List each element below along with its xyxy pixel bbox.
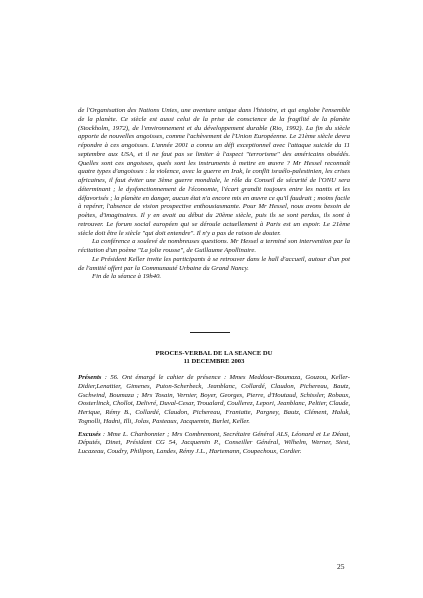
- section-divider: [190, 332, 230, 333]
- minutes-title-line: PROCES-VERBAL DE LA SEANCE DU: [155, 350, 273, 357]
- minutes-title: [78, 350, 350, 366]
- present-text: : 56. Ont émargé le cahier de présence : Mmes Meddour-Boumaza, Gouzou, Keller-Didier,Lenattier, Gimenes, Puton-Scherbeck, Jeanblanc, Collardé, Claudon, Pichereau, Bautz, Gschwind, Boumaza ; Mrs Tosain, Vernier, Boyer, Georges, Pierre, d'Houtaud, Schissler, Robaux, Oosterlinck, Chollot, Delivré, Duval-Cesar, Troualard, Coullerez, Lepori, Jeanblanc, Peltier, Claude, Herique, Rémy B., Collardé, Claudon, Pichereau, Franiatte, Pargney, Bautz, Clément, Haluk, Tognolli, Hadni, Illi, Jolas, Pasteaux, Jacquemin, Burlet, Keller.: [78, 374, 350, 425]
- excused-label: Excusés: [78, 430, 101, 438]
- body-paragraph: de l'Organisation des Nations Unies, une aventure unique dans l'histoire, et qui englobe l'ensemble de la planète. Ce siècle est aussi celui de la prise de conscience de la fragilité de la planète (Stockholm, 1972), de l'environnement et du développement durable (Rio, 1992). La fin du siècle apporte de nouvelles angoisses, comme l'achèvement de l'Union Européenne. Le 21ème siècle devra répondre à ces angoisses. L'année 2001 a connu un défi exceptionnel avec l'attaque suicide du 11 septembre aux USA, et il ne faut pas se limiter à l'aspect "terrorisme" des américains obsédés. Quelles sont ces angoisses, quels sont les instruments à mettre en œuvre ? Mr Hessel reconnaît quatre types d'angoisses : la violence, avec la guerre en Irak, le conflit israélo-palestinien, les crises africaines, il faut éviter une 3ème guerre mondiale, le rôle du Conseil de sécurité de l'ONU sera déterminant ; le dysfonctionnement de l'économie, l'écart grandit toujours entre les nantis et les défavorisés ; la planète en danger, aucun état n'a encore mis en œuvre ce qu'il faudrait ; moins facile à repérer, l'absence de vision prospective enthousiasmante. Pour Mr Hessel, nous avons besoin de poètes, d'imaginaires. Il y en avait au début du 20ème siècle, puis ils se sont perdus, ils sont à retrouver. Le forum social européen qui se déroule actuellement à Paris est un espoir. Le 21ème siècle doit être le siècle "qui doit entendre". Il n'y a pas de raison de douter.: [78, 107, 350, 237]
- present-label: Présents: [78, 374, 102, 381]
- present-paragraph: [78, 374, 350, 427]
- excused-text: : Mme L. Charbonnier ; Mrs Combremont, Secrétaire Général ALS, Léonard et Le Déaut, Députés, Dinet, Président CG 54, Jacquemin P., Conseiller Général, Wilhelm, Werner, Siest, Lucazeau, Coudry, Philipon, Landes, Rémy J.L., Hartemann, Coupechoux, Cordier.: [78, 430, 350, 455]
- body-paragraph: La conférence a soulevé de nombreuses questions. Mr Hessel a terminé son intervention par la récitation d'un poème "La jolie rousse", de Guillaume Apollinaire.: [78, 238, 350, 254]
- closing-line: Fin de la séance à 19h40.: [92, 273, 162, 281]
- body-paragraph: Le Président Keller invite les participants à se retrouver dans le hall d'accueil, autour d'un pot de l'amitié offert par la Communauté Urbaine du Grand Nancy.: [78, 255, 350, 272]
- minutes-title-date: 11 DECEMBRE 2003: [183, 358, 245, 366]
- conference-summary: [78, 107, 350, 282]
- attendance-section: [78, 374, 350, 457]
- page-number: 25: [337, 562, 345, 571]
- excused-paragraph: [78, 431, 350, 457]
